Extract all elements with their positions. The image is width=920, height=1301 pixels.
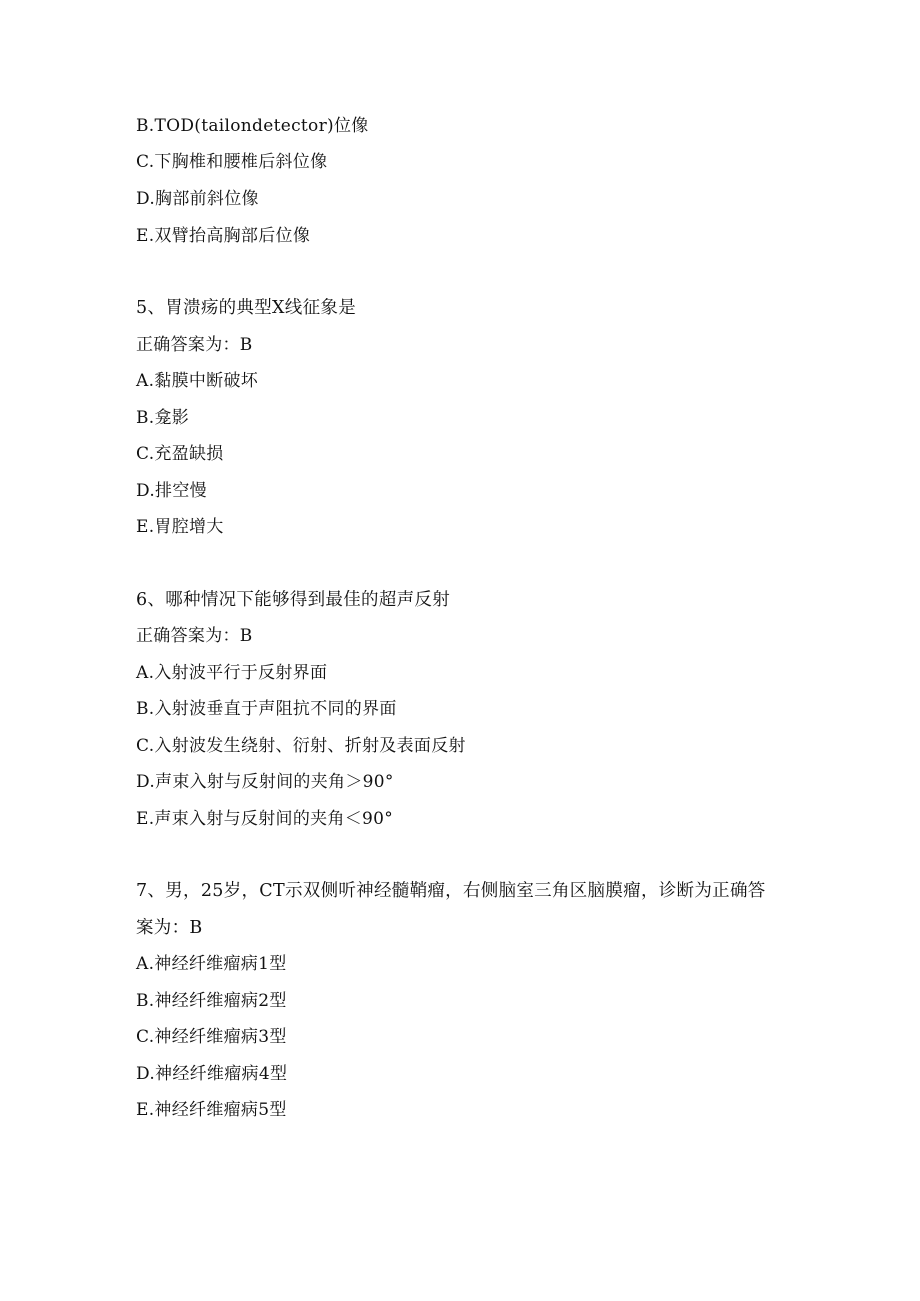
option-4d: D.胸部前斜位像 [136, 189, 259, 209]
option-6e: E.声束入射与反射间的夹角＜90° [136, 809, 394, 829]
option-7d: D.神经纤维瘤病4型 [136, 1064, 288, 1084]
option-7b: B.神经纤维瘤病2型 [136, 991, 287, 1011]
option-6a: A.入射波平行于反射界面 [136, 663, 328, 683]
question-5-stem: 5、胃溃疡的典型X线征象是 [136, 298, 356, 318]
option-5a: A.黏膜中断破坏 [136, 371, 259, 391]
option-5b: B.龛影 [136, 408, 190, 428]
question-7-stem-continued: 案为：B [136, 918, 203, 938]
option-6d: D.声束入射与反射间的夹角＞90° [136, 772, 394, 792]
question-7-stem: 7、男，25岁，CT示双侧听神经髓鞘瘤，右侧脑室三角区脑膜瘤，诊断为正确答 [136, 881, 766, 901]
option-7a: A.神经纤维瘤病1型 [136, 954, 287, 974]
option-7c: C.神经纤维瘤病3型 [136, 1027, 287, 1047]
question-6-answer: 正确答案为：B [136, 626, 253, 646]
option-4b: B.TOD(tailondetector)位像 [136, 116, 369, 136]
question-5-answer: 正确答案为：B [136, 335, 253, 355]
option-5d: D.排空慢 [136, 481, 207, 501]
option-4c: C.下胸椎和腰椎后斜位像 [136, 152, 328, 172]
option-6b: B.入射波垂直于声阻抗不同的界面 [136, 699, 397, 719]
option-6c: C.入射波发生绕射、衍射、折射及表面反射 [136, 736, 466, 756]
option-5e: E.胃腔增大 [136, 517, 224, 537]
option-5c: C.充盈缺损 [136, 444, 224, 464]
option-7e: E.神经纤维瘤病5型 [136, 1100, 287, 1120]
question-6-stem: 6、哪种情况下能够得到最佳的超声反射 [136, 590, 451, 610]
option-4e: E.双臂抬高胸部后位像 [136, 226, 311, 246]
